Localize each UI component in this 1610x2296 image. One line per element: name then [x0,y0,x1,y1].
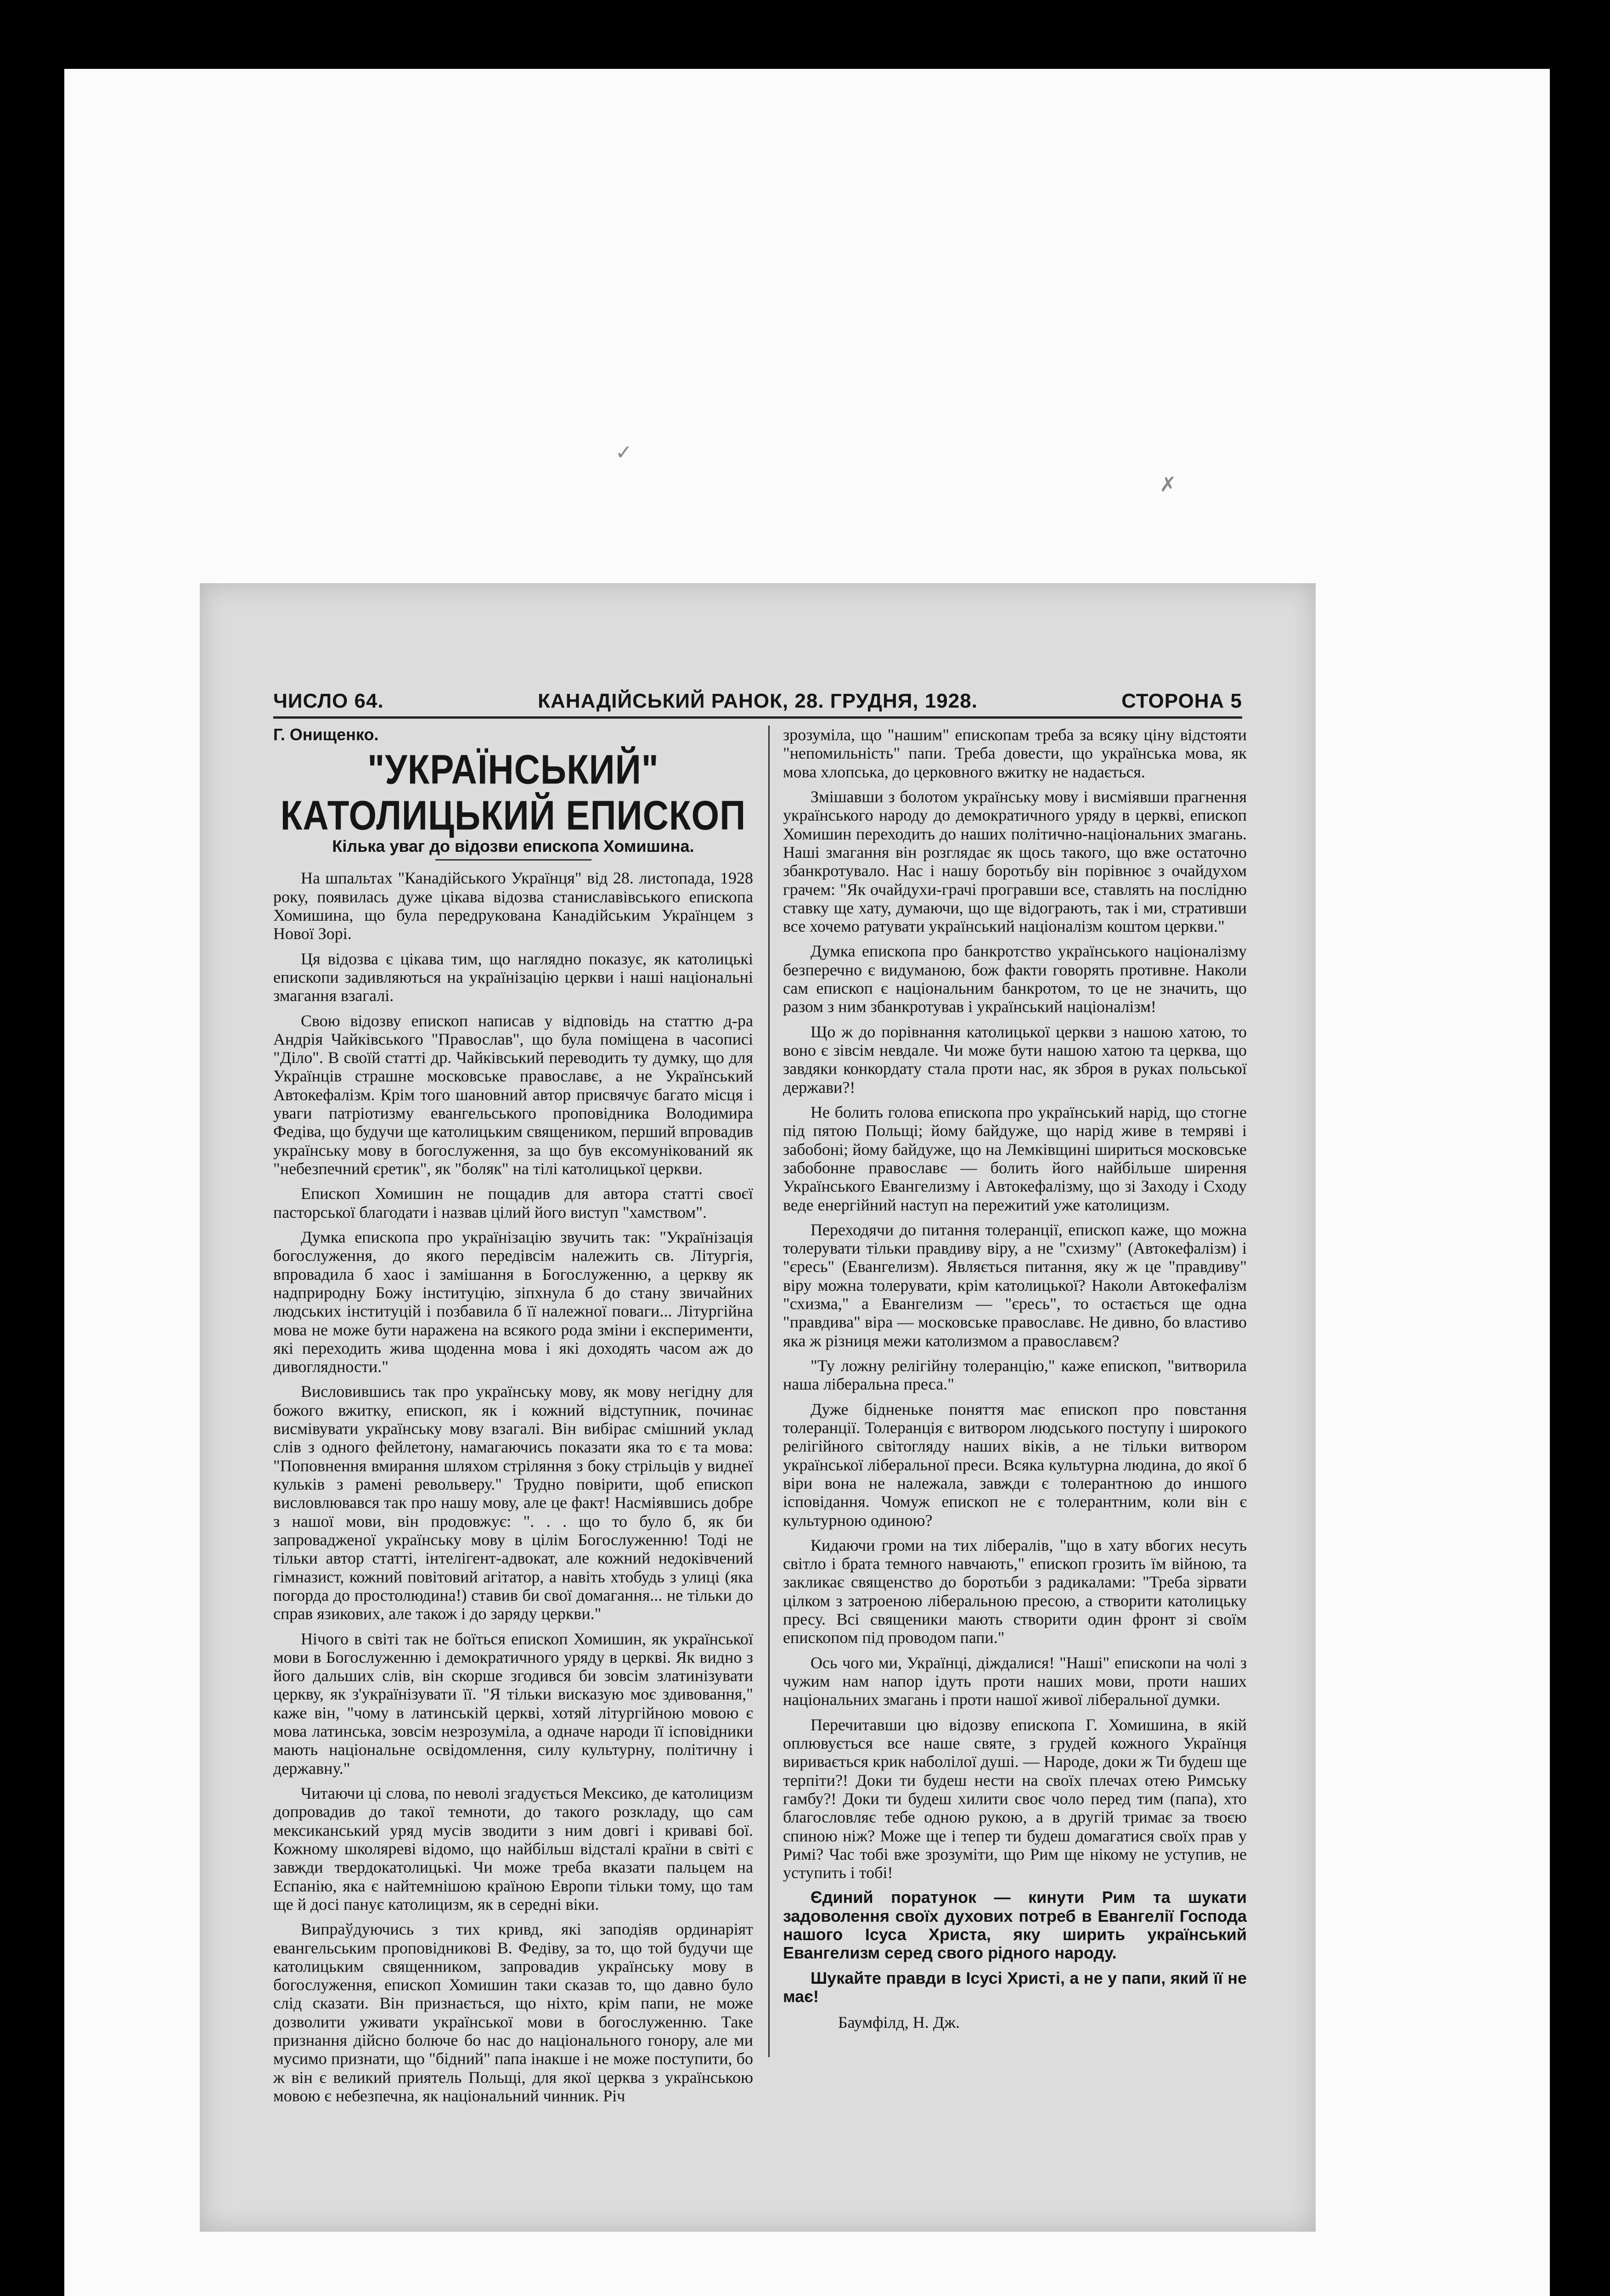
paragraph: "Ту ложну релігійну толеранцію," каже епископ, "витворила наша ліберальна преса." [783,1356,1247,1394]
pencil-mark: ✓ [615,441,632,464]
paragraph: зрозуміла, що "нашим" епископам треба за всяку ціну відстояти "непомильність" папи. Треба довести, що українська мова, як мова хлопська, до церковного вжитку не надається. [783,726,1247,781]
article-author: Г. Онищенко. [273,725,379,744]
paragraph: Читаючи ці слова, по неволі згадується Мексико, де католицизм допровадив до такої темноти, до такого розкладу, що сам мексиканський уряд мусів зводити з ним довгі і криваві бої. Кожному школяреві відомо, що найбільш відсталі країни в світі є завжди твердокатолицькі. Чи може треба вказати пальцем на Еспанію, яка є найтемнішою країною Европи тільки тому, що там ще й досі панує католицизм, як в середні віки. [273,1784,753,1913]
title-rule [435,859,591,861]
paragraph: Випраўдуючись з тих кривд, які заподіяв ординаріят евангельським проповідникові В. Федіву, за то, що той будучи ще католицьким священником, запровадив українську мову в богослуження, епископ Хомишин таки сказав то, що давно було слід сказати. Він признається, що ніхто, крім папи, не може дозволити уживати української мови в богослуженню. Таке признання дійсно болюче бо нас до національного гонору, але ми мусимо признати, що "бідний" папа інакше і не може поступити, бо ж він є великий приятель Польщі, для якої церква з українською мовою є небезпечна, як національний чинник. Річ [273,1920,753,2105]
paragraph: Що ж до порівнання католицької церкви з нашою хатою, то воно є зівсім невдале. Чи може бути нашою хатою та церква, що завдяки конкордату стала проти нас, як зброя в руках польської держави?! [783,1022,1247,1097]
paragraph: Перечитавши цю відозву епископа Г. Хомишина, в якій оплювується все наше святе, з грудей кожного Українця виривається крик наболілої душі. — Народе, доки ж Ти будеш ще терпіти?! Доки ти будеш нести на своїх плечах отею Римську гамбу?! Доки ти будеш хилити своє чоло перед тим (папа), хто благословляє тебе одною рукою, а в другій тримає за твоєю спиною ніж? Може ще і тепер ти будеш домагатися своїх прав у Римі? Час тобі вже зрозуміти, що Рим ще нікому не уступив, не уступить і тобі! [783,1715,1247,1882]
page-number: СТОРОНА 5 [1121,690,1242,712]
column-divider [768,726,770,2057]
paragraph: На шпальтах "Канадійського Українця" від 28. листопада, 1928 року, появилась дуже цікава відозва станиславівського епископа Хомишина, що була передрукована Канадійським Українцем з Нової Зорі. [273,869,753,943]
paragraph: Кидаючи громи на тих лібералів, "що в хату вбогих несуть світло і брата темного навчають," епископ грозить їм війною, та закликає священство до боротьби з радикалами: "Треба зірвати цілком з затроеною ліберальною пресою, а створити католицьку пресу. Всі священики мають створити один фронт зі своїм епископом під проводом папи." [783,1536,1247,1647]
issue-number: ЧИСЛО 64. [273,690,384,712]
paragraph: Ось чого ми, Українці, діждалися! "Наші" епископи на чолі з чужим нам напор ідуть проти наших мови, проти наших національних змагань і проти нашої живої ліберальної думки. [783,1653,1247,1709]
paragraph: Переходячи до питання толеранції, епископ каже, що можна толерувати тільки правдиву віру, а не "схизму" (Автокефалізм) і "єресь" (Евангелизм). Являється питання, яку ж це "правдиву" віру можна толерувати, крім католицької? Наколи Автокефалізм "схизма," а Евангелизм — "єресь", то остається ще одна "правдива" віра — московське православє. Не дивно, бо властиво яка ж різниця межи католизмом а православєм? [783,1220,1247,1350]
paragraph: Нічого в світі так не боїться епископ Хомишин, як української мови в Богослуженню і демократичного уряду в церкві. Як видно з його дальших слів, він скорше згодився би зовсім златинізувати церкву, як з'українізувати її. "Я тільки висказую моє здивовання," каже він, "чому в латинській церкві, хотяй літургійною мовою є мова латинська, зовсім незрозуміла, а одначе народи її ісповідники мають національне освідомлення, силу культурну, політичну і державну." [273,1629,753,1778]
page-header [273,689,1242,719]
paragraph: Думка епископа про банкротство українського націоналізму безперечно є видуманою, бож факти говорять противне. Наколи сам епископ є національним банкротом, то це не значить, що разом з ним збанкротував і український націоналізм! [783,942,1247,1016]
paragraph: Ця відозва є цікава тим, що наглядно показує, як католицькі епископи задивляються на українізацію церкви і наші національні змагання взагалі. [273,949,753,1005]
left-column [273,726,753,2181]
paragraph: Свою відозву епископ написав у відповідь на статтю д-ра Андрія Чайківського "Православ", що була поміщена в часописі "Діло". В своїй статті др. Чайківський переводить ту думку, що для Українців страшне московське православє, а не Український Автокефалізм. Крім того шановний автор присвячує багато місця і уваги патріотизму евангельського проповідника Володимира Федіва, що будучи ще католицьким священиком, перший впровадив українську мову в богослуження, за що був ексомунікований як "небезпечний єретик", як "боляк" на тілі католицької церкви. [273,1011,753,1178]
closing-slogan: Шукайте правди в Ісусі Христі, а не у папи, який її не має! [783,1968,1247,2006]
closing-call: Єдиний поратунок — кинути Рим та шукати задоволення своїх духових потреб в Евангелії Господа нашого Ісуса Христа, яку ширить український Евангелизм серед свого рідного народу. [783,1888,1247,1963]
article-subtitle: Кілька уваг до відозви епископа Хомишина. [332,837,694,856]
masthead-date: КАНАДІЙСЬКИЙ РАНОК, 28. ГРУДНЯ, 1928. [538,690,978,712]
paragraph: Думка епископа про українізацію звучить так: "Українізація богослуження, до якого передівсім належить св. Літургія, впровадила б хаос і замішання в Богослуженню, а церкву як надприродну Божу інституцію, зіпхнула б до стану звичайних людських інституцій і позбавила б її належної поваги... Літургійна мова не може бути наражена на всякого рода зміни і експерименти, які переходить жива щоденна мова і які доходять часом аж до дивоглядности." [273,1227,753,1376]
right-column [783,726,1247,2181]
article-location: Баумфілд, Н. Дж. [838,2013,960,2032]
article-title: "УКРАЇНСЬКИЙ" КАТОЛИЦЬКИЙ ЕПИСКОП [280,746,746,839]
paragraph: Не болить голова епископа про український нарід, що стогне під пятою Польщі; йому байдуже, що нарід живе в темряві і забобоні; йому байдуже, що на Лемківщині шириться московське забобонне православє — болить його найбільше ширення Українського Евангелизму і Автокефалізму, що зі Заходу і Сходу веде енергійний наступ на пережитий уже католицизм. [783,1103,1247,1214]
newspaper-page [200,583,1316,2232]
pencil-mark: ✗ [1160,473,1177,496]
paragraph: Епископ Хомишин не пощадив для автора статті своєї пасторської благодати і назвав цілий його виступ "хамством". [273,1184,753,1221]
paragraph: Висловившись так про українську мову, як мову негідну для божого вжитку, епископ, як і кожний відступник, починає висмівувати українську мову взагалі. Він вибірає смішний уклад слів з одного фейлетону, намагаючись показати яка то є та мова: "Поповнення вмирання шляхом стріляння з боку стрільців у виднеї кульків з рамені револьверу." Трудно повірити, щоб епископ висловлювався так про нашу мову, але це факт! Насміявшись добре з нашої мови, він продовжує: ". . . що то було б, як би запровадженої українську мову в цілім Богослуженню! Тоді не тільки автор статті, інтелігент-адвокат, але кожний недоківчений гімназист, кожний повітовий агітатор, а навіть хтобудь з улиці (яка погорда до простолюдина!) ставив би свої домагання... не тільки до справ язикових, але також і до заряду церкви." [273,1382,753,1623]
paragraph: Дуже бідненьке поняття має епископ про повстання толеранції. Толеранція є витвором людського поступу і широкого релігійного світогляду наших віків, а не тільки витвором української ліберальної преси. Всяка культурна людина, до якої б віри вона не належала, завжди є толерантною до иншого ісповідання. Чомуж епископ не є толерантним, коли він є культурною одиною? [783,1400,1247,1530]
paragraph: Змішавши з болотом українську мову і висміявши прагнення українського народу до демократичного уряду в церкві, епископ Хомишин переходить до наших політично-національних змагань. Наші змагання він розглядає як щось такого, що вже остаточно збанкротувало. Нас і нашу боротьбу він порівнює з очайдухом грачем: "Як очайдухи-грачі програвши все, ставлять на послідню ставку ще хату, думаючи, що ще відограють, так і ми, стративши все хочемо ратувати український націоналізм коштом церкви." [783,787,1247,936]
